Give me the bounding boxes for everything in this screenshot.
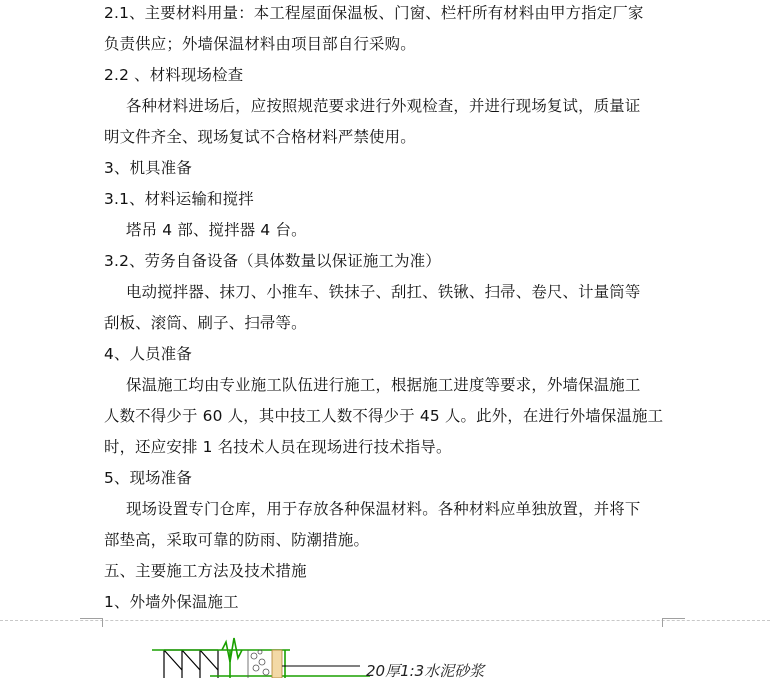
- page-corner-mark-right: [662, 618, 685, 627]
- text-line: 塔吊 4 部、搅拌器 4 台。: [126, 221, 307, 239]
- page-corner-mark-left: [80, 618, 103, 627]
- insulation-hatch: [248, 650, 269, 678]
- section-heading: 五、主要施工方法及技术措施: [104, 562, 307, 580]
- text-line: 时，还应安排 1 名技术人员在现场进行技术指导。: [104, 438, 452, 456]
- section-heading: 2.2 、材料现场检查: [104, 66, 244, 84]
- text-line: 电动搅拌器、抹刀、小推车、铁抹子、刮扛、铁锹、扫帚、卷尺、计量筒等: [126, 283, 641, 301]
- text-line: 各种材料进场后，应按照规范要求进行外观检查，并进行现场复试，质量证: [126, 97, 641, 115]
- text-line: 现场设置专门仓库，用于存放各种保温材料。各种材料应单独放置，并将下: [126, 500, 641, 518]
- section-heading: 3.1、材料运输和搅拌: [104, 190, 254, 208]
- wall-section-drawing: [150, 628, 570, 678]
- scaffold-lines: [164, 650, 218, 678]
- text-line: 保温施工均由专业施工队伍进行施工，根据施工进度等要求，外墙保温施工: [126, 376, 641, 394]
- wall-break-line: [152, 638, 370, 678]
- text-line: 负责供应；外墙保温材料由项目部自行采购。: [104, 35, 416, 53]
- text-line: 人数不得少于 60 人，其中技工人数不得少于 45 人。此外，在进行外墙保温施工: [104, 407, 664, 425]
- drawing-callout: 20厚1:3水泥砂浆: [366, 662, 485, 680]
- section-heading: 5、现场准备: [104, 469, 192, 487]
- section-heading: 4、人员准备: [104, 345, 192, 363]
- text-line: 部垫高，采取可靠的防雨、防潮措施。: [104, 531, 370, 549]
- page-separator: [0, 620, 770, 621]
- text-line: 明文件齐全、现场复试不合格材料严禁使用。: [104, 128, 416, 146]
- text-line: 刮板、滚筒、刷子、扫帚等。: [104, 314, 307, 332]
- section-heading: 1、外墙外保温施工: [104, 593, 239, 611]
- text-line: 2.1、主要材料用量：本工程屋面保温板、门窗、栏杆所有材料由甲方指定厂家: [104, 4, 644, 22]
- finish-layer: [272, 650, 282, 678]
- section-heading: 3.2、劳务自备设备（具体数量以保证施工为准）: [104, 252, 441, 270]
- section-heading: 3、机具准备: [104, 159, 192, 177]
